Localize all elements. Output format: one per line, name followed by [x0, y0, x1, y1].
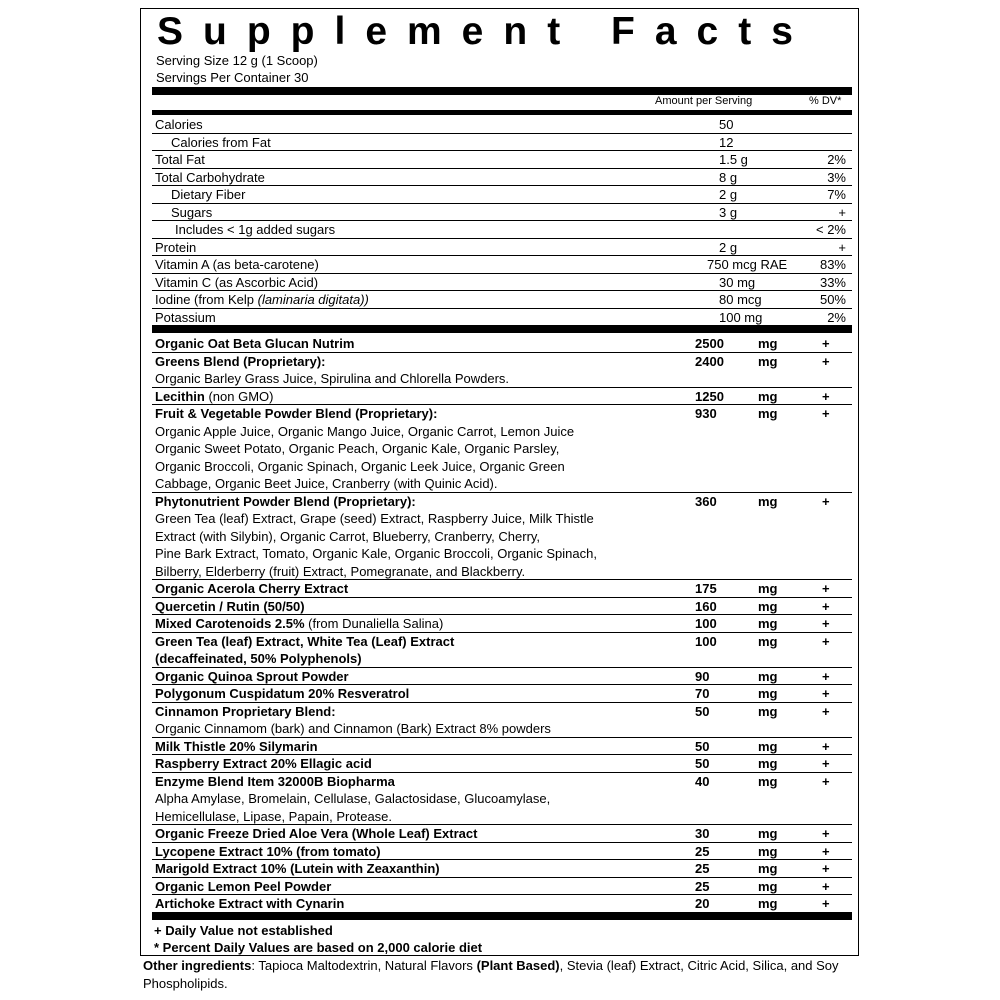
ingredient-name	[155, 405, 437, 422]
ingredient-unit: mg	[758, 861, 778, 876]
ingredient-dv: +	[822, 353, 830, 369]
ingredient-row	[152, 580, 852, 598]
ingredient-detail-text: Organic Cinnamom (bark) and Cinnamon (Bark) Extract 8% powders	[155, 721, 551, 736]
nutrient-name: Iodine (from Kelp (laminaria digitata))	[155, 292, 369, 307]
nutrient-name-italic: (laminaria digitata))	[257, 292, 369, 307]
ingredient-unit: mg	[758, 598, 778, 614]
thick-rule-middle	[152, 325, 852, 333]
ingredient-name-bold: Mixed Carotenoids 2.5%	[155, 616, 305, 631]
ingredient-row	[152, 615, 852, 633]
ingredient-amount: 2400	[695, 353, 724, 369]
ingredient-unit: mg	[758, 581, 778, 596]
ingredient-dv: +	[822, 878, 830, 894]
ingredient-dv: +	[822, 826, 830, 841]
ingredient-row	[152, 388, 852, 406]
nutrient-amount: 2 g	[719, 187, 738, 202]
ingredient-name-bold: (decaffeinated, 50% Polyphenols)	[155, 651, 362, 666]
nutrient-name: Includes < 1g added sugars	[175, 222, 336, 237]
ingredient-row	[152, 843, 852, 861]
ingredient-unit: mg	[758, 616, 778, 631]
ingredient-dv: +	[822, 406, 830, 421]
ingredient-detail	[152, 528, 852, 546]
ingredient-name	[155, 353, 326, 370]
ingredient-amount: 20	[695, 896, 710, 911]
ingredient-row	[152, 755, 852, 773]
nutrient-dv: 33%	[819, 274, 846, 290]
ingredient-name-bold: Artichoke Extract with Cynarin	[155, 896, 345, 911]
ingredient-name	[155, 493, 416, 510]
ingredient-row	[152, 650, 852, 668]
nutrient-dv: 2%	[827, 309, 846, 325]
nutrient-dv: +	[838, 204, 846, 220]
ingredient-name-bold: Fruit & Vegetable Powder Blend (Proprietary):	[155, 406, 438, 421]
ingredient-row	[152, 825, 852, 843]
ingredient-unit: mg	[758, 826, 778, 841]
ingredient-amount: 40	[695, 773, 710, 789]
ingredient-amount: 50	[695, 756, 710, 771]
ingredient-name-bold: Marigold Extract 10% (Lutein with Zeaxanthin)	[155, 861, 440, 876]
ingredient-name-bold: Lycopene Extract 10% (from tomato)	[155, 843, 381, 859]
ingredient-name-bold: Phytonutrient Powder Blend (Proprietary):	[155, 493, 416, 509]
ingredient-name-bold: Green Tea (leaf) Extract, White Tea (Leaf) Extract	[155, 633, 455, 649]
nutrient-row	[152, 186, 852, 204]
ingredient-unit: mg	[758, 878, 778, 894]
ingredient-dv: +	[822, 336, 830, 351]
serving-size: Serving Size 12 g (1 Scoop)	[156, 53, 318, 68]
ingredient-unit: mg	[758, 756, 778, 771]
amount-per-serving-header: Amount per Serving	[655, 95, 753, 107]
ingredient-name-bold: Raspberry Extract 20% Ellagic acid	[155, 756, 372, 771]
ingredient-row	[152, 493, 852, 511]
other-ingredients-bold: (Plant Based)	[476, 958, 560, 973]
nutrient-amount: 30 mg	[719, 274, 756, 290]
medium-rule	[152, 110, 852, 115]
ingredient-row	[152, 773, 852, 791]
ingredient-row	[152, 335, 852, 353]
nutrient-dv: < 2%	[816, 222, 846, 237]
ingredient-name-bold: Cinnamon Proprietary Blend:	[155, 703, 336, 719]
ingredient-amount: 2500	[695, 336, 724, 351]
ingredient-amount: 175	[695, 581, 717, 596]
ingredient-row	[152, 878, 852, 896]
ingredient-detail	[152, 475, 852, 493]
nutrient-amount: 50	[719, 117, 734, 132]
ingredient-unit: mg	[758, 843, 778, 859]
dv-header: % DV*	[809, 95, 842, 107]
ingredient-detail	[152, 790, 852, 808]
ingredient-amount: 930	[695, 406, 717, 421]
ingredient-name-bold: Organic Quinoa Sprout Powder	[155, 668, 349, 684]
ingredient-row	[152, 405, 852, 423]
thick-rule-top	[152, 87, 852, 95]
nutrient-row	[152, 239, 852, 257]
ingredient-row	[152, 685, 852, 703]
ingredient-dv: +	[822, 581, 830, 596]
nutrient-name: Protein	[155, 239, 197, 255]
nutrient-name: Calories from Fat	[171, 134, 271, 150]
nutrient-amount: 3 g	[719, 204, 738, 220]
footnote-daily-value: + Daily Value not established	[154, 923, 333, 938]
ingredient-dv: +	[822, 861, 830, 876]
ingredient-row	[152, 598, 852, 616]
nutrient-row	[152, 116, 852, 134]
ingredient-amount: 25	[695, 878, 710, 894]
ingredient-detail	[152, 545, 852, 563]
ingredient-unit: mg	[758, 388, 778, 404]
ingredient-name	[155, 825, 477, 842]
ingredient-dv: +	[822, 493, 830, 509]
ingredient-amount: 25	[695, 843, 710, 859]
ingredient-dv: +	[822, 773, 830, 789]
other-ingredients-text-2: , Stevia (leaf) Extract, Citric Acid, Silica, and Soy Phospholipids.	[143, 958, 839, 991]
ingredient-detail	[152, 510, 852, 528]
nutrient-name: Calories	[155, 117, 203, 132]
nutrient-row	[152, 134, 852, 152]
ingredient-dv: +	[822, 598, 830, 614]
ingredient-detail-text: Organic Sweet Potato, Organic Peach, Organic Kale, Organic Parsley,	[155, 441, 560, 456]
ingredient-name	[155, 335, 354, 352]
nutrient-amount: 1.5 g	[719, 152, 748, 167]
nutrient-amount: 2 g	[719, 239, 738, 255]
ingredient-detail	[152, 720, 852, 738]
ingredient-dv: +	[822, 633, 830, 649]
ingredient-dv: +	[822, 756, 830, 771]
nutrient-dv: 83%	[819, 257, 846, 272]
ingredient-name	[155, 773, 395, 790]
ingredient-name-suffix: (non GMO)	[204, 388, 274, 404]
ingredient-name-suffix: (from Dunaliella Salina)	[304, 616, 444, 631]
ingredient-name-bold: Organic Acerola Cherry Extract	[155, 581, 349, 596]
ingredient-detail	[152, 563, 852, 581]
ingredient-unit: mg	[758, 406, 778, 421]
ingredient-dv: +	[822, 843, 830, 859]
nutrient-amount: 12	[719, 134, 734, 150]
ingredient-detail-text: Pine Bark Extract, Tomato, Organic Kale, Organic Broccoli, Organic Spinach,	[155, 546, 597, 561]
nutrient-row	[152, 221, 852, 239]
ingredient-unit: mg	[758, 633, 778, 649]
ingredient-name	[155, 668, 349, 685]
ingredient-detail-text: Extract (with Silybin), Organic Carrot, Blueberry, Cranberry, Cherry,	[155, 528, 541, 544]
nutrient-amount: 8 g	[719, 169, 738, 185]
ingredient-detail	[152, 808, 852, 826]
ingredient-name-bold: Quercetin / Rutin (50/50)	[155, 598, 305, 614]
ingredient-detail	[152, 458, 852, 476]
ingredient-row	[152, 703, 852, 721]
nutrient-name: Vitamin C (as Ascorbic Acid)	[155, 274, 319, 290]
nutrient-row	[152, 169, 852, 187]
ingredient-detail-text: Organic Broccoli, Organic Spinach, Organic Leek Juice, Organic Green	[155, 458, 565, 474]
ingredient-name	[155, 388, 273, 405]
nutrient-row	[152, 291, 852, 309]
nutrient-name: Dietary Fiber	[171, 187, 246, 202]
ingredient-name-bold: Polygonum Cuspidatum 20% Resveratrol	[155, 686, 410, 701]
ingredient-amount: 50	[695, 738, 710, 754]
panel-title: Supplement Facts	[157, 10, 813, 53]
ingredient-unit: mg	[758, 773, 778, 789]
nutrient-amount: 100 mg	[719, 309, 763, 325]
nutrient-name: Total Carbohydrate	[155, 169, 265, 185]
ingredient-amount: 100	[695, 616, 717, 631]
ingredient-amount: 1250	[695, 388, 724, 404]
ingredient-amount: 25	[695, 861, 710, 876]
ingredient-name	[155, 580, 348, 597]
ingredient-unit: mg	[758, 493, 778, 509]
ingredient-dv: +	[822, 388, 830, 404]
ingredient-name	[155, 633, 454, 650]
ingredient-name-bold: Organic Oat Beta Glucan Nutrim	[155, 336, 355, 351]
ingredient-name	[155, 738, 318, 755]
ingredient-dv: +	[822, 686, 830, 701]
other-ingredients	[143, 957, 843, 993]
nutrient-row	[152, 204, 852, 222]
footnote-percent-dv: * Percent Daily Values are based on 2,000 calorie diet	[154, 940, 483, 955]
ingredient-unit: mg	[758, 686, 778, 701]
nutrient-dv: 3%	[827, 169, 846, 185]
ingredient-detail	[152, 423, 852, 441]
ingredient-unit: mg	[758, 896, 778, 911]
nutrient-dv: 7%	[827, 187, 846, 202]
ingredient-row	[152, 668, 852, 686]
nutrient-row	[152, 151, 852, 169]
ingredient-amount: 30	[695, 826, 710, 841]
ingredient-detail-text: Organic Barley Grass Juice, Spirulina and Chlorella Powders.	[155, 371, 510, 386]
other-ingredients-text-1: : Tapioca Maltodextrin, Natural Flavors	[251, 958, 477, 973]
ingredient-name	[155, 615, 443, 632]
ingredient-name-bold: Organic Lemon Peel Powder	[155, 878, 332, 894]
thick-rule-bottom	[152, 913, 852, 920]
nutrient-dv: 50%	[819, 292, 846, 307]
ingredient-dv: +	[822, 703, 830, 719]
nutrient-dv: +	[838, 239, 846, 255]
ingredient-detail	[152, 440, 852, 458]
ingredient-unit: mg	[758, 703, 778, 719]
nutrient-row	[152, 256, 852, 274]
ingredient-amount: 50	[695, 703, 710, 719]
ingredient-name-bold: Lecithin	[155, 388, 205, 404]
ingredient-name	[155, 703, 336, 720]
ingredient-name	[155, 685, 409, 702]
ingredient-name	[155, 860, 440, 877]
ingredient-detail	[152, 370, 852, 388]
ingredient-name-bold: Organic Freeze Dried Aloe Vera (Whole Leaf) Extract	[155, 826, 478, 841]
nutrient-row	[152, 309, 852, 327]
ingredient-detail-text: Organic Apple Juice, Organic Mango Juice, Organic Carrot, Lemon Juice	[155, 423, 575, 439]
ingredient-detail-text: Hemicellulase, Lipase, Papain, Protease.	[155, 808, 393, 824]
ingredient-unit: mg	[758, 668, 778, 684]
ingredient-row	[152, 895, 852, 913]
ingredient-name	[155, 895, 344, 912]
ingredient-dv: +	[822, 896, 830, 911]
ingredient-name-bold: Enzyme Blend Item 32000B Biopharma	[155, 773, 395, 789]
ingredient-dv: +	[822, 738, 830, 754]
ingredient-row	[152, 860, 852, 878]
ingredient-amount: 90	[695, 668, 710, 684]
ingredient-row	[152, 738, 852, 756]
ingredient-detail-text: Bilberry, Elderberry (fruit) Extract, Pomegranate, and Blackberry.	[155, 563, 526, 579]
ingredient-amount: 70	[695, 686, 710, 701]
nutrient-dv: 2%	[827, 152, 846, 167]
ingredient-amount: 160	[695, 598, 717, 614]
nutrient-name: Total Fat	[155, 152, 205, 167]
nutrient-name: Vitamin A (as beta-carotene)	[155, 257, 319, 272]
ingredient-detail-text: Alpha Amylase, Bromelain, Cellulase, Galactosidase, Glucoamylase,	[155, 791, 551, 806]
other-ingredients-label: Other ingredients	[143, 958, 252, 973]
nutrient-amount: 750 mcg RAE	[707, 257, 788, 272]
ingredient-name	[155, 598, 305, 615]
ingredient-row	[152, 353, 852, 371]
nutrient-amount: 80 mcg	[719, 292, 762, 307]
servings-per-container: Servings Per Container 30	[156, 70, 309, 85]
nutrient-name: Sugars	[171, 204, 213, 220]
ingredient-name	[155, 878, 331, 895]
ingredient-amount: 100	[695, 633, 717, 649]
ingredient-dv: +	[822, 616, 830, 631]
ingredient-detail-text: Cabbage, Organic Beet Juice, Cranberry (with Quinic Acid).	[155, 476, 498, 491]
ingredient-row	[152, 633, 852, 651]
ingredient-unit: mg	[758, 336, 778, 351]
ingredient-name	[155, 843, 381, 860]
ingredient-unit: mg	[758, 353, 778, 369]
ingredient-name-bold: Greens Blend (Proprietary):	[155, 353, 326, 369]
ingredient-name	[155, 650, 362, 667]
nutrient-row	[152, 274, 852, 292]
ingredient-dv: +	[822, 668, 830, 684]
nutrient-name: Potassium	[155, 309, 216, 325]
ingredient-detail-text: Green Tea (leaf) Extract, Grape (seed) Extract, Raspberry Juice, Milk Thistle	[155, 511, 594, 526]
ingredient-amount: 360	[695, 493, 717, 509]
ingredient-name	[155, 755, 372, 772]
ingredient-unit: mg	[758, 738, 778, 754]
ingredient-name-bold: Milk Thistle 20% Silymarin	[155, 738, 318, 754]
